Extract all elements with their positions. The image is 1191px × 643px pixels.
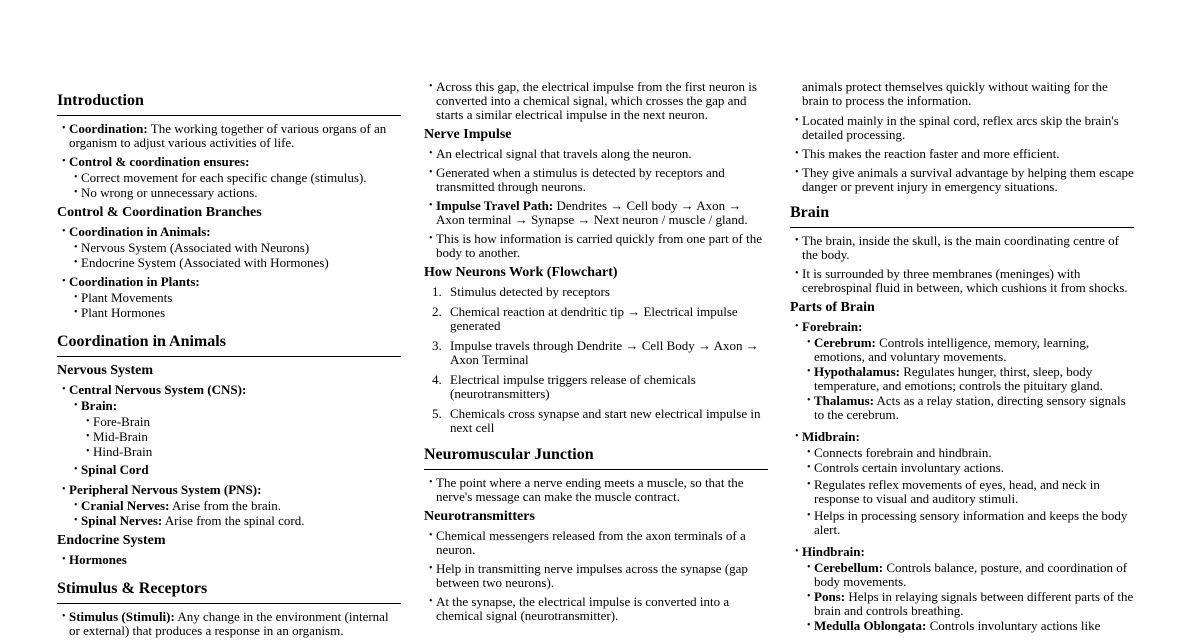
- term-label: Peripheral Nervous System (PNS):: [69, 482, 262, 497]
- flow-step: 3. Impulse travels through Dendrite → Cell Body → Axon → Axon Terminal: [424, 339, 768, 367]
- term-label: Coordination in Animals:: [69, 224, 211, 239]
- term-label: Impulse Travel Path:: [436, 198, 554, 213]
- list-item: • The point where a nerve ending meets a muscle, so that the nerve's message can make the muscle contract.: [424, 476, 768, 504]
- list-item: • Connects forebrain and hindbrain.: [802, 446, 1134, 460]
- term-text: Dendrites → Cell body → Axon → Axon terminal → Synapse → Next neuron / muscle / gland.: [436, 198, 748, 227]
- parts-of-brain-list: [790, 320, 1134, 633]
- term-label: Medulla Oblongata:: [814, 618, 927, 633]
- branches-heading: Control & Coordination Branches: [57, 205, 262, 220]
- term-label: Pons:: [814, 589, 846, 604]
- sub-list: [69, 399, 401, 477]
- list-item: • Plant Hormones: [69, 306, 401, 320]
- list-item: [57, 275, 401, 320]
- list-item: [802, 561, 1134, 589]
- term-label: Brain:: [81, 398, 118, 413]
- flow-step: 5. Chemicals cross synapse and start new electrical impulse in next cell: [424, 407, 768, 435]
- list-item: • Endocrine System (Associated with Hormones): [69, 256, 401, 270]
- stimulus-receptors-heading: Stimulus & Receptors: [57, 580, 401, 604]
- list-item: • Generated when a stimulus is detected by receptors and transmitted through neurons.: [424, 166, 768, 194]
- term-label: Thalamus:: [814, 393, 874, 408]
- flow-step: 2. Chemical reaction at dendritic tip → Electrical impulse generated: [424, 305, 768, 333]
- term-label: Hormones: [69, 552, 127, 567]
- neuromuscular-junction-heading: Neuromuscular Junction: [424, 446, 768, 470]
- list-item: [802, 590, 1134, 618]
- list-item: • Helps in processing sensory information and keeps the body alert.: [802, 509, 1134, 537]
- list-item: • Correct movement for each specific change (stimulus).: [69, 171, 401, 185]
- list-item: [57, 225, 401, 270]
- endocrine-list: [57, 553, 401, 567]
- list-item: • Plant Movements: [69, 291, 401, 305]
- term-label: Hypothalamus:: [814, 364, 900, 379]
- list-item: • Across this gap, the electrical impulse from the first neuron is converted into a chemical signal, which crosses the gap and starts a similar electrical impulse in the next neuron.: [424, 80, 768, 122]
- term-label: Coordination in Plants:: [69, 274, 200, 289]
- term-text: Helps in relaying signals between different parts of the brain and controls breathing.: [814, 589, 1134, 618]
- term-text: The working together of various organs of an organism to adjust various activities of life.: [69, 121, 387, 150]
- term-text: Acts as a relay station, directing sensory signals to the cerebrum.: [814, 393, 1126, 422]
- list-item: [802, 394, 1134, 422]
- endocrine-system-heading: Endocrine System: [57, 533, 166, 548]
- term-label: Coordination:: [69, 121, 148, 136]
- list-item: • Regulates reflex movements of eyes, head, and neck in response to visual and auditory stimuli.: [802, 478, 1134, 506]
- synapse-continuation-list: [424, 80, 768, 122]
- neurotransmitters-heading: Neurotransmitters: [424, 509, 535, 524]
- list-item: [802, 336, 1134, 364]
- list-item: • The brain, inside the skull, is the main coordinating centre of the body.: [790, 234, 1134, 262]
- list-item: [69, 499, 401, 513]
- reflex-continuation-text: animals protect themselves quickly without waiting for the brain to process the information.: [802, 79, 1108, 108]
- coordination-in-animals-heading: Coordination in Animals: [57, 333, 401, 357]
- nerve-impulse-list: [424, 147, 768, 260]
- brain-heading: Brain: [790, 204, 1134, 228]
- column-2: [424, 80, 768, 628]
- term-text: Arise from the spinal cord.: [164, 513, 305, 528]
- term-label: Midbrain:: [802, 429, 860, 444]
- term-text: Controls balance, posture, and coordination of body movements.: [814, 560, 1128, 589]
- list-item: • Located mainly in the spinal cord, reflex arcs skip the brain's detailed processing.: [790, 114, 1134, 142]
- branches-list: [57, 225, 401, 320]
- term-label: Control & coordination ensures:: [69, 154, 250, 169]
- introduction-list: [57, 122, 401, 200]
- reflex-list: [790, 114, 1134, 194]
- flow-step: 1. Stimulus detected by receptors: [424, 285, 768, 299]
- parts-of-brain-heading: Parts of Brain: [790, 300, 875, 315]
- term-label: Stimulus (Stimuli):: [69, 609, 175, 624]
- sub-list: [802, 446, 1134, 537]
- list-item: [424, 199, 768, 227]
- list-item: • This is how information is carried quickly from one part of the body to another.: [424, 232, 768, 260]
- list-item: [57, 155, 401, 200]
- sub-list: [802, 336, 1134, 422]
- list-item: [57, 610, 401, 638]
- term-text: Arise from the brain.: [172, 498, 282, 513]
- term-text: Controls intelligence, memory, learning, emotions, and voluntary movements.: [814, 335, 1090, 364]
- nmj-list: [424, 476, 768, 504]
- term-label: Cerebrum:: [814, 335, 876, 350]
- list-item: • Nervous System (Associated with Neurons): [69, 241, 401, 255]
- list-item: [57, 553, 401, 567]
- nervous-system-list: [57, 383, 401, 528]
- term-text: Controls involuntary actions like: [929, 618, 1101, 633]
- list-item: • They give animals a survival advantage by helping them escape danger or prevent injury in emergency situations.: [790, 166, 1134, 194]
- list-item: • At the synapse, the electrical impulse is converted into a chemical signal (neurotransmitter).: [424, 595, 768, 623]
- list-item: [790, 545, 1134, 633]
- term-text: Any change in the environment (internal or external) that produces a response in an organism.: [69, 609, 389, 638]
- column-3: [790, 80, 1134, 638]
- sub-list: [69, 241, 401, 270]
- term-label: Spinal Cord: [81, 462, 149, 477]
- brain-list: [790, 234, 1134, 295]
- list-item: • Fore-Brain: [81, 415, 401, 429]
- flowchart-heading: How Neurons Work (Flowchart): [424, 265, 618, 280]
- term-text: Regulates hunger, thirst, sleep, body temperature, and emotions; controls the pituitary gland.: [814, 364, 1103, 393]
- term-label: Forebrain:: [802, 319, 863, 334]
- sub-list: [69, 291, 401, 320]
- list-item: • Help in transmitting nerve impulses across the synapse (gap between two neurons).: [424, 562, 768, 590]
- list-item: • Hind-Brain: [81, 445, 401, 459]
- list-item: • This makes the reaction faster and more efficient.: [790, 147, 1134, 161]
- flow-step: 4. Electrical impulse triggers release of chemicals (neurotransmitters): [424, 373, 768, 401]
- list-item: [69, 399, 401, 459]
- term-label: Central Nervous System (CNS):: [69, 382, 247, 397]
- stimulus-list: [57, 610, 401, 638]
- list-item: • It is surrounded by three membranes (meninges) with cerebrospinal fluid in between, which cushions it from shocks.: [790, 267, 1134, 295]
- list-item: [57, 483, 401, 528]
- list-item: [69, 514, 401, 528]
- sub-list: [81, 415, 401, 459]
- list-item: [790, 320, 1134, 422]
- list-item: [790, 430, 1134, 537]
- term-label: Cranial Nerves:: [81, 498, 170, 513]
- list-item: [57, 383, 401, 477]
- flowchart-steps: [424, 285, 768, 435]
- list-item: • No wrong or unnecessary actions.: [69, 186, 401, 200]
- list-item: • An electrical signal that travels along the neuron.: [424, 147, 768, 161]
- term-label: Hindbrain:: [802, 544, 865, 559]
- list-item: [802, 619, 1134, 633]
- list-item: [57, 122, 401, 150]
- list-item: • Mid-Brain: [81, 430, 401, 444]
- term-label: Spinal Nerves:: [81, 513, 163, 528]
- column-1: [57, 92, 401, 643]
- nerve-impulse-heading: Nerve Impulse: [424, 127, 512, 142]
- neurotransmitters-list: [424, 529, 768, 623]
- list-item: • Controls certain involuntary actions.: [802, 461, 1134, 475]
- sub-list: [69, 499, 401, 528]
- list-item: • Chemical messengers released from the axon terminals of a neuron.: [424, 529, 768, 557]
- term-label: Cerebellum:: [814, 560, 884, 575]
- sub-list: [69, 171, 401, 200]
- sub-list: [802, 561, 1134, 633]
- list-item: [69, 463, 401, 477]
- nervous-system-heading: Nervous System: [57, 363, 154, 378]
- list-item: [802, 365, 1134, 393]
- introduction-heading: Introduction: [57, 92, 401, 116]
